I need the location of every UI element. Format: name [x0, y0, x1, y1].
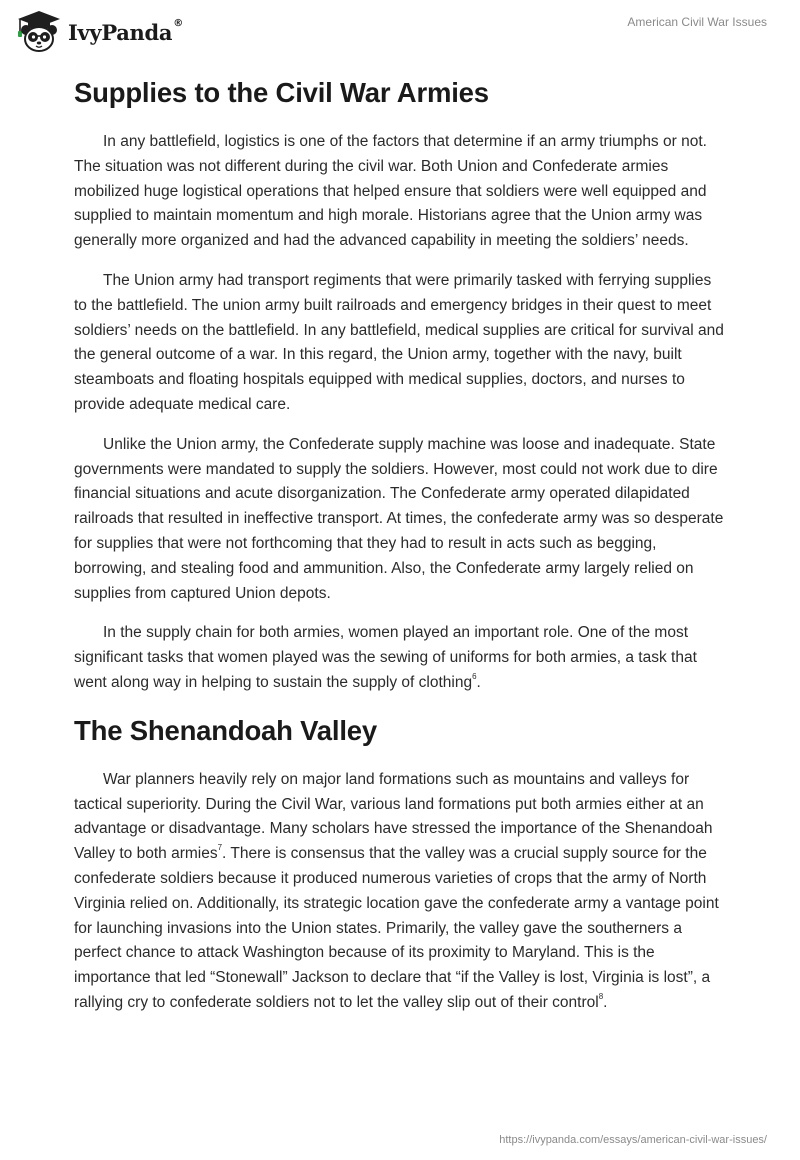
paragraph: In any battlefield, logistics is one of the factors that determine if an army triumphs or not. The situation was not different during the civil war. Both Union and Confederate armies mobilized huge logistical operations that helped ensure that soldiers were well equipped and supplied to maintain momentum and high morale. Historians agree that the Union army was generally more organized and had the advanced capability in meeting the soldiers’ needs. [74, 133, 707, 250]
document-title: American Civil War Issues [627, 15, 767, 29]
paragraph: War planners heavily rely on major land formations such as mountains and valleys for tactical superiority. During the Civil War, various land formations put both armies either at an advantage or disadvantage. Many scholars have stressed the importance of the Shenandoah Valley to both armies$^7$. There is consensus that the valley was a crucial supply source for the confederate soldiers because it produced numerous varieties of crops that the army of North Virginia relied on. Additionally, its strategic location gave the confederate army a vantage point for launching invasions into the Union states. Primarily, the valley gave the southerners a perfect chance to attack Washington because of its proximity to Maryland. This is the importance that led “Stonewall” Jackson to declare that “if the Valley is lost, Virginia is lost”, a rallying cry to confederate soldiers not to let the valley slip out of their control$^8$. [74, 770, 719, 1011]
logo-text: IvyPanda® [68, 17, 183, 45]
section-heading-supplies: Supplies to the Civil War Armies [74, 77, 489, 108]
registered-mark: ® [173, 17, 183, 29]
ivypanda-logo[interactable] [14, 8, 183, 54]
page-header [0, 0, 800, 70]
footnote-ref[interactable]: 7 [217, 842, 223, 852]
section-heading-shenandoah: The Shenandoah Valley [74, 714, 377, 746]
footnote-ref[interactable]: 6 [472, 671, 477, 681]
paragraph: Unlike the Union army, the Confederate supply machine was loose and inadequate. State governments were mandated to supply the soldiers. However, most could not work due to dire financial situations and acute disorganization. The Confederate army operated dilapidated railroads that resulted in ineffective transport. At times, the confederate army was so desperate for supplies that were not forthcoming that they had to result in acts such as begging, borrowing, and stealing food and ammunition. Also, the Confederate army largely relied on supplies from captured Union depots. [74, 435, 724, 602]
paragraph: The Union army had transport regiments that were primarily tasked with ferrying supplies to the battlefield. The union army built railroads and emergency bridges in their quest to meet soldiers’ needs on the battlefield. In any battlefield, medical supplies are critical for survival and the general outcome of a war. In this regard, the Union army, together with the navy, built steamboats and floating hospitals equipped with medical supplies, doctors, and nurses to provide adequate medical care. [74, 271, 724, 413]
essay-content [74, 72, 724, 1031]
panda-graduate-icon [14, 8, 64, 54]
paragraph: In the supply chain for both armies, women played an important role. One of the most significant tasks that women played was the sewing of uniforms for both armies, a task that went along way in helping to sustain the supply of clothing$^6$. [74, 624, 697, 691]
footnote-ref[interactable]: 8 [598, 991, 604, 1001]
source-url-link[interactable]: https://ivypanda.com/essays/american-civil-war-issues/ [499, 1134, 767, 1146]
